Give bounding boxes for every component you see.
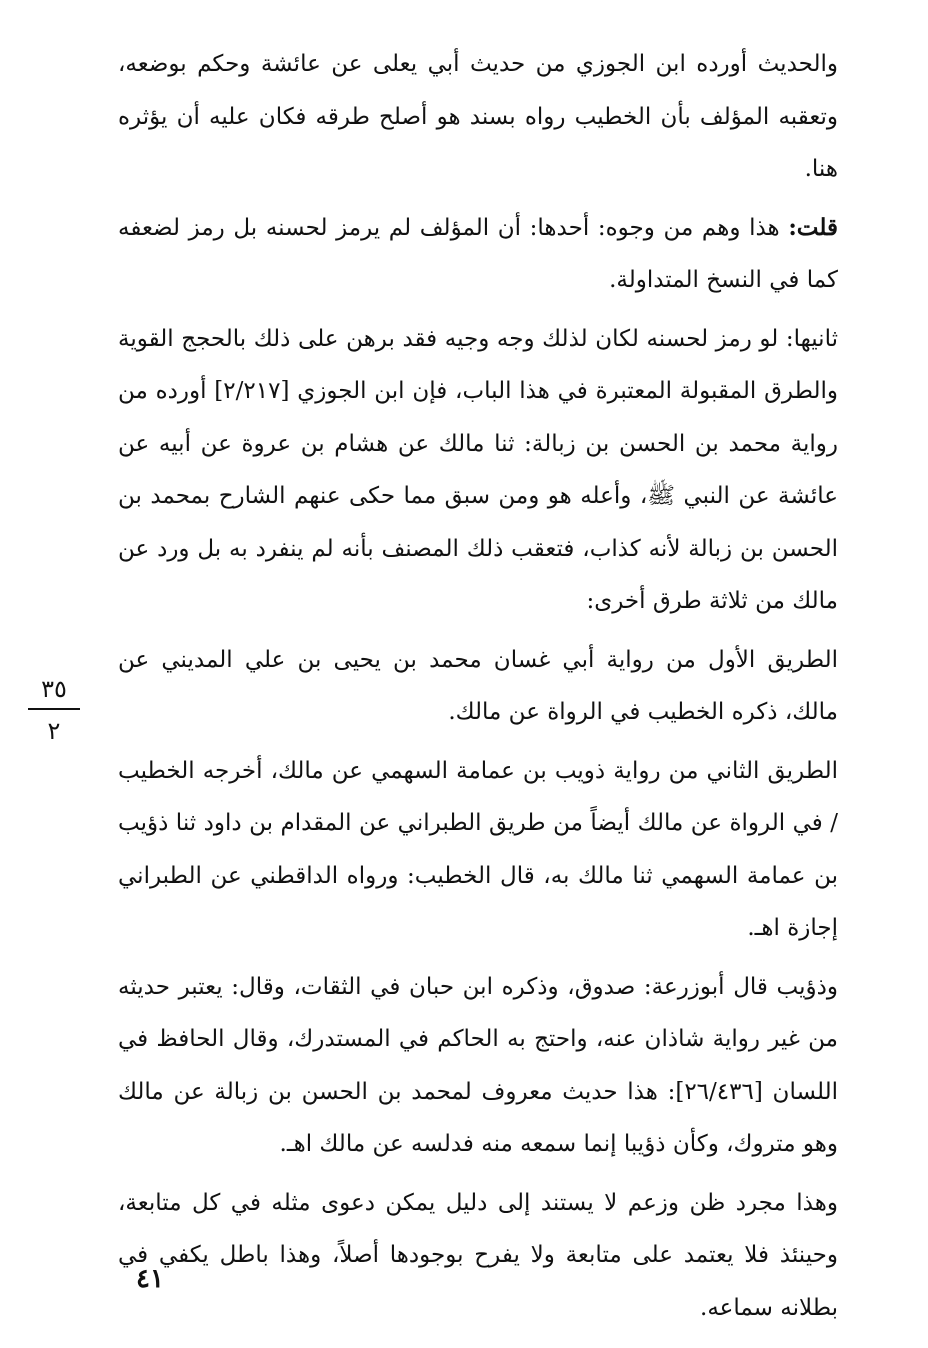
margin-note-top: ٣٥ bbox=[41, 675, 67, 703]
paragraph-text: وهذا مجرد ظن وزعم لا يستند إلى دليل يمكن دعوى مثله في كل متابعة، وحينئذ فلا يعتمد على متابعة ولا يفرح بوجودها أصلاً، وهذا باطل يكفي في بطلانه سماعه. bbox=[118, 1189, 838, 1321]
paragraph-7 bbox=[118, 1177, 838, 1335]
page-number: ٤١ bbox=[136, 1264, 164, 1294]
main-text bbox=[118, 38, 838, 1340]
paragraph-text: وذؤيب قال أبوزرعة: صدوق، وذكره ابن حبان في الثقات، وقال: يعتبر حديثه من غير رواية شاذان عنه، واحتج به الحاكم في المستدرك، وقال الحافظ في اللسان [٢٦/٤٣٦]: هذا حديث معروف لمحمد بن الحسن بن زبالة عن مالك وهو متروك، وكأن ذؤيبا إنما سمعه منه فدلسه عن مالك اهـ. bbox=[118, 973, 838, 1157]
paragraph-text: ثانيها: لو رمز لحسنه لكان لذلك وجه وجيه فقد برهن على ذلك بالحجج القوية والطرق المقبولة المعتبرة في هذا الباب، فإن ابن الجوزي [٢/٢١٧] أورده من رواية محمد بن الحسن بن زبالة: ثنا مالك عن هشام بن عروة عن أبيه عن عائشة عن النبي ﷺ، وأعله هو ومن سبق مما حكى عنهم الشارح بمحمد بن الحسن بن زبالة لأنه كذاب، فتعقب ذلك المصنف بأنه لم ينفرد به بل ورد عن مالك من ثلاثة طرق أخرى: bbox=[118, 325, 838, 614]
margin-note-bottom: ٢ bbox=[47, 717, 61, 745]
paragraph-5 bbox=[118, 745, 838, 955]
paragraph-text: الطريق الثاني من رواية ذويب بن عمامة السهمي عن مالك، أخرجه الخطيب / في الرواة عن مالك أيضاً من طريق الطبراني عن المقدام بن داود ثنا ذؤيب بن عمامة السهمي ثنا مالك به، قال الخطيب: ورواه الداقطني عن الطبراني إجازة اهـ. bbox=[118, 757, 838, 941]
paragraph-6 bbox=[118, 961, 838, 1171]
paragraph-4 bbox=[118, 634, 838, 739]
margin-volume-page-note bbox=[24, 672, 84, 748]
paragraph-2 bbox=[118, 202, 838, 307]
paragraph-3 bbox=[118, 313, 838, 628]
paragraph-text: هذا وهم من وجوه: أحدها: أن المؤلف لم يرمز لحسنه بل رمز لضعفه كما في النسخ المتداولة. bbox=[118, 214, 838, 293]
paragraph-1 bbox=[118, 38, 838, 196]
paragraph-lead: قلت: bbox=[788, 213, 838, 241]
margin-note-divider bbox=[28, 708, 80, 710]
paragraph-text: والحديث أورده ابن الجوزي من حديث أبي يعلى عن عائشة وحكم بوضعه، وتعقبه المؤلف بأن الخطيب رواه بسند هو أصلح طرقه فكان عليه أن يؤثره هنا. bbox=[118, 51, 838, 182]
paragraph-text: الطريق الأول من رواية أبي غسان محمد بن يحيى بن علي المديني عن مالك، ذكره الخطيب في الرواة عن مالك. bbox=[118, 646, 838, 725]
